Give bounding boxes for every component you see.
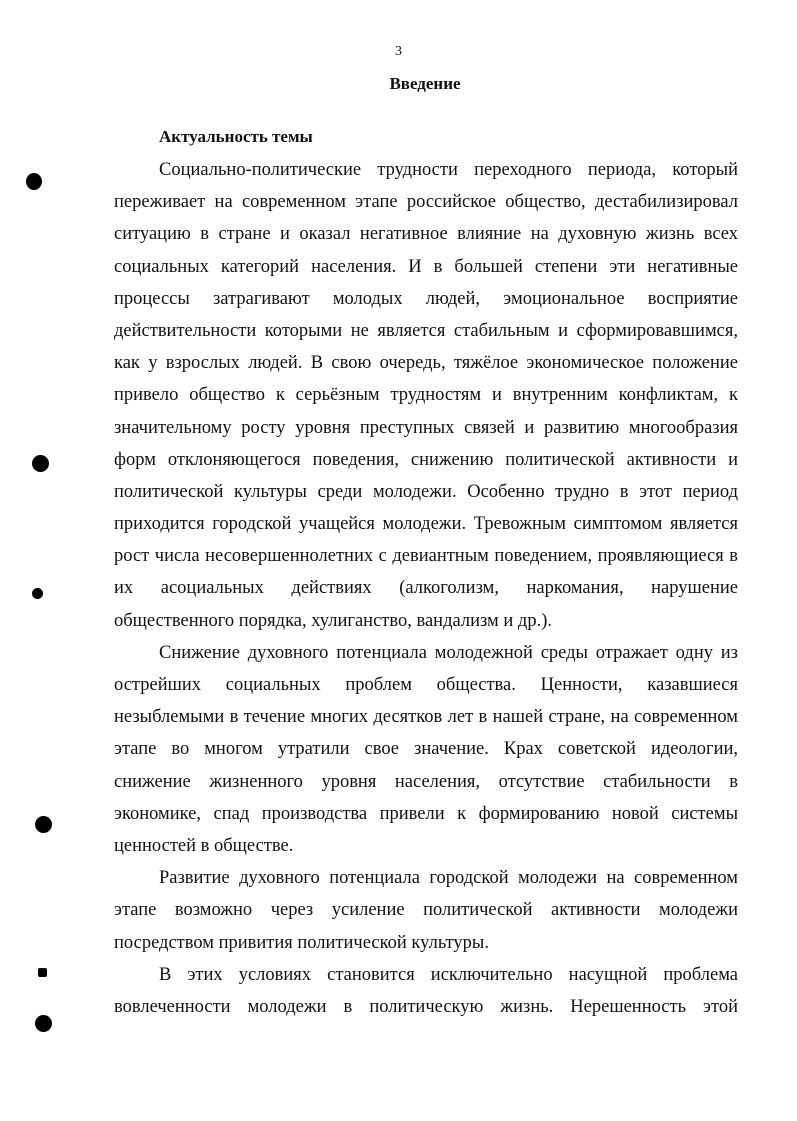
text-line: этапе во многом утратили свое значение. Крах советской идеологии, bbox=[114, 739, 738, 760]
text-line: рост числа несовершеннолетних с девиантным поведением, проявляющиеся в bbox=[114, 546, 738, 567]
text-line: снижение жизненного уровня населения, отсутствие стабильности в bbox=[114, 771, 738, 792]
text-line: как у взрослых людей. В свою очередь, тяжёлое экономическое положение bbox=[114, 353, 738, 374]
text-line: социальных категорий населения. И в большей степени эти негативные bbox=[114, 256, 738, 277]
punch-hole-mark bbox=[32, 455, 49, 472]
punch-hole-mark bbox=[26, 173, 42, 190]
text-line: их асоциальных действиях (алкоголизм, наркомания, нарушение bbox=[114, 578, 738, 599]
text-line: незыблемыми в течение многих десятков лет в нашей стране, на современном bbox=[114, 707, 738, 728]
text-line: Социально-политические трудности переходного периода, который bbox=[159, 160, 738, 180]
text-line: ситуацию в стране и оказал негативное влияние на духовную жизнь всех bbox=[114, 224, 738, 245]
punch-hole-mark bbox=[35, 816, 52, 833]
text-line: острейших социальных проблем общества. Ценности, казавшиеся bbox=[114, 675, 738, 695]
section-heading: Актуальность темы bbox=[159, 127, 313, 146]
body-text bbox=[114, 154, 738, 1023]
punch-hole-mark bbox=[38, 968, 47, 977]
text-line: переживает на современном этапе российское общество, дестабилизировал bbox=[114, 192, 738, 213]
text-line: вовлеченности молодежи в политическую жизнь. Нерешенность этой bbox=[114, 996, 738, 1017]
text-line: Снижение духовного потенциала молодежной среды отражает одну из bbox=[159, 642, 738, 663]
text-line: этапе возможно через усиление политической активности молодежи bbox=[114, 900, 738, 921]
text-line: действительности которыми не является стабильным и сформировавшимся, bbox=[114, 320, 738, 341]
punch-hole-mark bbox=[32, 588, 43, 599]
text-line: приходится городской учащейся молодежи. Тревожным симптомом является bbox=[114, 514, 738, 535]
text-line: привело общество к серьёзным трудностям и внутренним конфликтам, к bbox=[114, 385, 738, 406]
text-line: процессы затрагивают молодых людей, эмоциональное восприятие bbox=[114, 288, 738, 309]
text-line: форм отклоняющегося поведения, снижению политической активности и bbox=[114, 449, 738, 470]
text-line: политической культуры среди молодежи. Особенно трудно в этот период bbox=[114, 481, 738, 502]
page-number: 3 bbox=[395, 44, 402, 59]
text-line: Развитие духовного потенциала городской молодежи на современном bbox=[159, 868, 738, 889]
text-line: общественного порядка, хулиганство, вандализм и др.). bbox=[114, 610, 552, 631]
text-line: посредством привития политической культуры. bbox=[114, 932, 489, 953]
text-line: В этих условиях становится исключительно насущной проблема bbox=[159, 964, 738, 985]
text-line: значительному росту уровня преступных связей и развитию многообразия bbox=[114, 417, 738, 438]
text-line: ценностей в обществе. bbox=[114, 835, 294, 856]
page-title: Введение bbox=[389, 74, 461, 93]
text-line: экономике, спад производства привели к формированию новой системы bbox=[114, 803, 738, 824]
punch-hole-mark bbox=[35, 1015, 52, 1032]
